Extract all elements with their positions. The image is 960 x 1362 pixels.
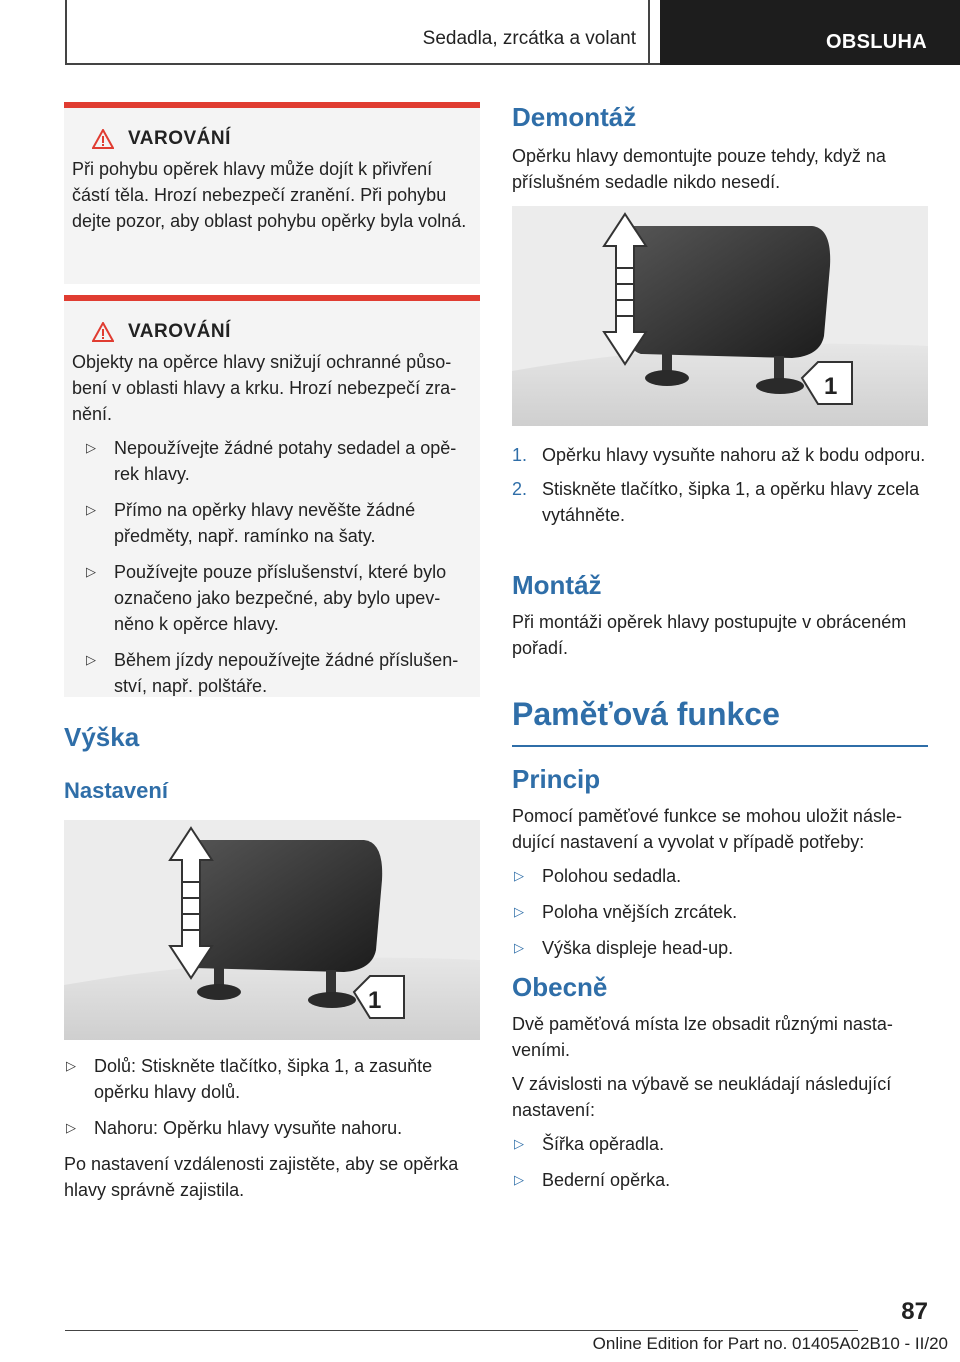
list-item: ▷ Nepoužívejte žádné potahy sedadel a opěrek hlavy. (84, 435, 472, 487)
callout-label: 1 (824, 373, 838, 400)
triangle-bullet-icon: ▷ (514, 868, 524, 883)
triangle-bullet-icon: ▷ (86, 440, 96, 455)
list-item: ▷ Používejte pouze příslušenství, které bylo označeno jako bezpečné, aby bylo upevněno k opěrce hlavy. (84, 559, 472, 637)
callout-label: 1 (368, 987, 382, 1014)
triangle-bullet-icon: ▷ (66, 1058, 76, 1073)
list-item: ▷ Šířka opěradla. (512, 1131, 928, 1157)
triangle-bullet-icon: ▷ (66, 1120, 76, 1135)
obecne-text-1: Dvě paměťová místa lze obsadit různými nastaveními. (512, 1014, 893, 1060)
montaz-text: Při montáži opěrek hlavy postupujte v obráceném pořadí. (512, 612, 907, 658)
heading-demontaz: Demontáž (512, 102, 637, 132)
warning-triangle-icon (92, 129, 114, 149)
triangle-bullet-icon: ▷ (86, 502, 96, 517)
heading-princip: Princip (512, 764, 601, 794)
heading-pamet: Paměťová funkce (512, 696, 780, 732)
triangle-bullet-icon: ▷ (514, 940, 524, 955)
heading-underline (512, 745, 928, 747)
heading-vyska: Výška (64, 722, 140, 752)
princip-list (512, 863, 928, 961)
warning-text: Objekty na opěrce hlavy snižují ochranné působení v oblasti hlavy a krku. Hrozí nebezpečí zranění. (72, 352, 457, 424)
warning-title: VAROVÁNÍ (128, 321, 231, 342)
warning-title: VAROVÁNÍ (128, 128, 231, 149)
adjust-list (64, 1053, 480, 1141)
triangle-bullet-icon: ▷ (514, 1136, 524, 1151)
list-item: 1. Opěrku hlavy vysuňte nahoru až k bodu odporu. (512, 445, 926, 465)
warning-text: Při pohybu opěrek hlavy může dojít k přivření částí těla. Hrozí nebezpečí zranění. Při pohybu dejte pozor, aby oblast pohybu opěrky byla volná. (72, 159, 467, 231)
list-item: ▷ Poloha vnějších zrcátek. (512, 899, 928, 925)
heading-obecne: Obecně (512, 972, 608, 1002)
list-item: ▷ Nahoru: Opěrku hlavy vysuňte nahoru. (64, 1115, 480, 1141)
warning-list (84, 435, 472, 699)
triangle-bullet-icon: ▷ (514, 904, 524, 919)
obecne-list (512, 1131, 928, 1193)
removal-steps (512, 442, 928, 528)
warning-box-2 (64, 295, 480, 697)
headrest-illustration (64, 820, 480, 1040)
triangle-bullet-icon: ▷ (514, 1172, 524, 1187)
list-item: ▷ Přímo na opěrky hlavy nevěšte žádné předměty, např. ramínko na šaty. (84, 497, 472, 549)
demontaz-text: Opěrku hlavy demontujte pouze tehdy, když na příslušném sedadle nikdo nesedí. (512, 146, 886, 192)
list-item: ▷ Dolů: Stiskněte tlačítko, šipka 1, a zasuňte opěrku hlavy dolů. (64, 1053, 480, 1105)
triangle-bullet-icon: ▷ (86, 652, 96, 667)
list-item: 2. Stiskněte tlačítko, šipka 1, a opěrku hlavy zcela vytáhněte. (512, 479, 920, 525)
page-number: 87 (901, 1298, 928, 1325)
adjust-note: Po nastavení vzdálenosti zajistěte, aby se opěrka hlavy správně zajistila. (64, 1154, 459, 1200)
header-chapter-tab[interactable]: OBSLUHA (660, 0, 960, 65)
warning-box-1 (64, 102, 480, 284)
header-section-title: Sedadla, zrcátka a volant (422, 28, 636, 49)
heading-montaz: Montáž (512, 570, 602, 600)
list-item: ▷ Bederní opěrka. (512, 1167, 928, 1193)
princip-text: Pomocí paměťové funkce se mohou uložit následující nastavení a vyvolat v případě potřeby: (512, 806, 902, 852)
list-item: ▷ Výška displeje head-up. (512, 935, 928, 961)
list-item: ▷ Polohou sedadla. (512, 863, 928, 889)
warning-triangle-icon (92, 322, 114, 342)
header-rule-bottom (65, 63, 660, 65)
footer-rule (65, 1330, 858, 1331)
footer-edition[interactable]: Online Edition for Part no. 01405A02B10 - II/20 (592, 1334, 948, 1353)
header-separator (648, 0, 650, 64)
heading-nastaveni: Nastavení (64, 778, 168, 803)
triangle-bullet-icon: ▷ (86, 564, 96, 579)
obecne-text-2: V závislosti na výbavě se neukládají následující nastavení: (512, 1074, 892, 1120)
headrest-removal-illustration (512, 206, 928, 426)
list-item: ▷ Během jízdy nepoužívejte žádné příslušenství, např. polštáře. (84, 647, 472, 699)
